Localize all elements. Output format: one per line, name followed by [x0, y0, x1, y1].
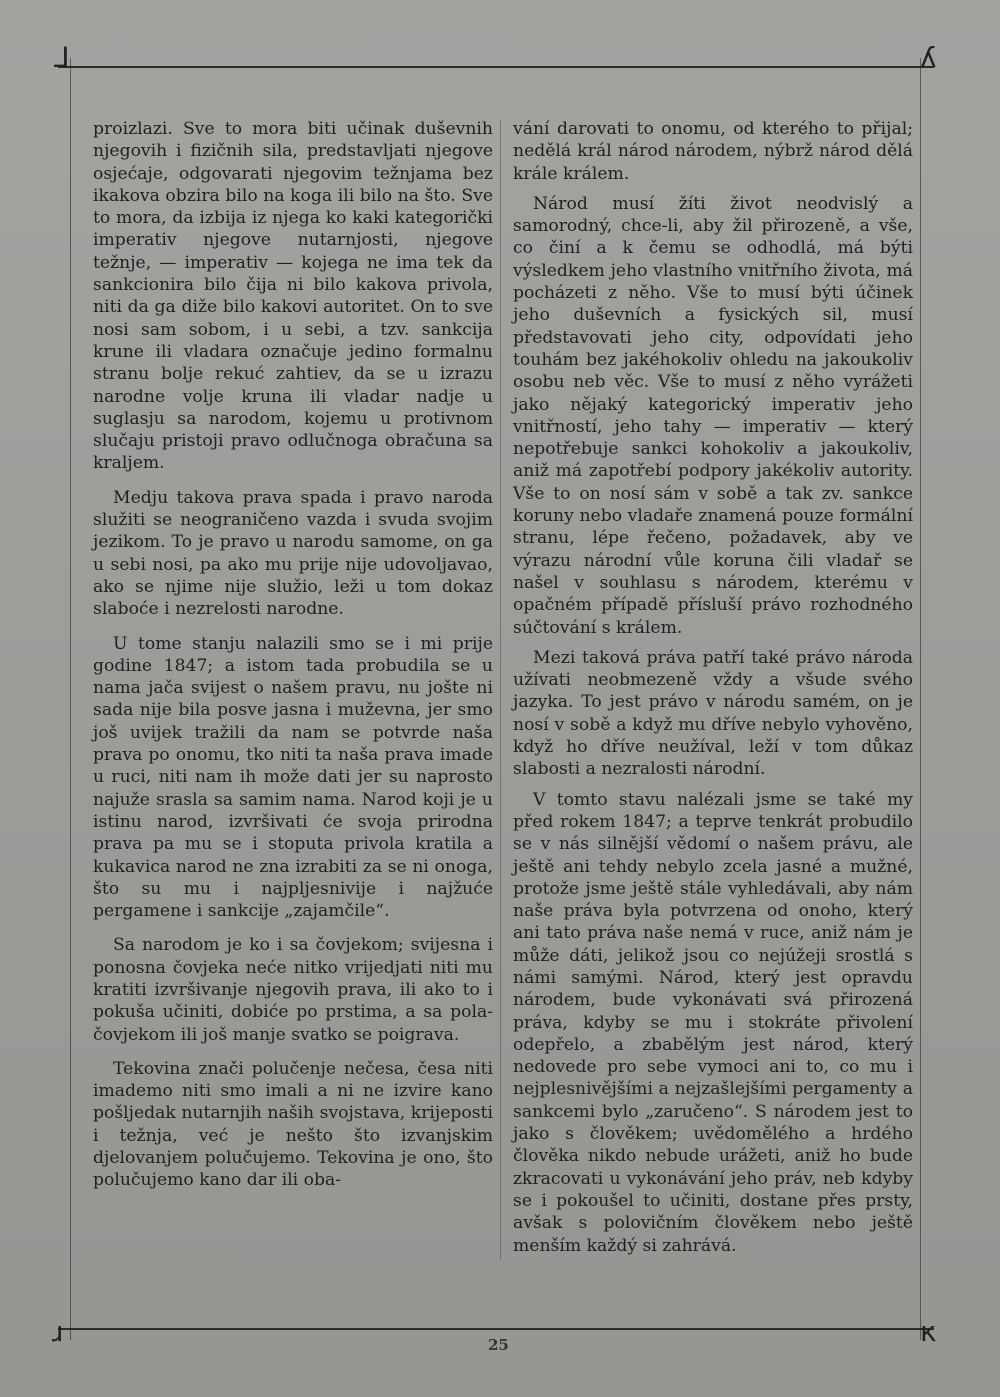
corner-ornament-bottom-right: κ — [920, 1315, 937, 1348]
corner-ornament-top-right: ʎ — [920, 41, 937, 74]
right-paragraph: vání darovati to onomu, od kterého to přijal; nedělá král národ národem, nýbrž národ dělá krále králem. — [513, 119, 913, 184]
frame-right-rule — [920, 58, 921, 1340]
corner-ornament-top-left: ⅃ — [54, 41, 70, 74]
right-column — [513, 118, 913, 1257]
left-column — [93, 118, 493, 1192]
left-paragraph: Sa narodom je ko i sa čovjekom; svijesna i ponosna čovjeka neće nitko vrijedjati niti mu kratiti izvršivanje njegovih prava, ili ako to i pokuša učiniti, dobiće po prstima, a sa pola-čovjekom ili još manje svatko se poigrava. — [93, 935, 493, 1045]
left-paragraph: proizlazi. Sve to mora biti učinak duševnih njegovih i fizičnih sila, predstavljati njegove osjećaje, odgovarati njegovim težnjama bez ikakova obzira bilo na koga ili bilo na što. Sve to mora, da izbija iz njega ko kaki kategorički imperativ njegove nutarnjosti, njegove težnje, — imperativ — kojega ne ima tek da sankcionira bilo čija ni bilo kakova privola, niti da ga diže bilo kakovi autoritet. On to sve nosi sam sobom, i u sebi, a tzv. sankcija krune ili vladara označuje jedino formalnu stranu bolje rekuć zahtiev, da se u izrazu narodne volje kruna ili vladar nadje u suglasju sa narodom, kojemu u protivnom slučaju pristoji pravo odlučnoga obračuna sa kraljem. — [93, 119, 493, 474]
corner-ornament-bottom-left: ɹ — [52, 1315, 64, 1348]
left-paragraph: U tome stanju nalazili smo se i mi prije godine 1847; a istom tada probudila se u nama jača svijest o našem pravu, nu jošte ni sada nije bila posve jasna i muževna, jer smo još uvijek tražili da nam se potvrde naša prava po onomu, tko niti ta naša prava imade u ruci, niti nam ih može dati jer su naprosto najuže srasla sa samim nama. Narod koji je u istinu narod, izvršivati će svoja prirodna prava pa mu se i stoputa privola kratila a kukavica narod ne zna izrabiti za se ni onoga, što su mu i najpljesnivije i najžuće pergamene i sankcije „zajamčile“. — [93, 633, 493, 922]
left-paragraph: Tekovina znači polučenje nečesa, česa niti imademo niti smo imali a ni ne izvire kano pošljedak nutarnjih naših svojstava, krijeposti i težnja, već je nešto što izvanjskim djelovanjem polučujemo. Tekovina je ono, što polučujemo kano dar ili oba- — [93, 1058, 493, 1191]
frame-top-rule — [58, 66, 934, 68]
right-paragraph: Mezi taková práva patří také právo národa užívati neobmezeně vždy a všude svého jazyka. To jest právo v národu samém, on je nosí v sobě a když mu dříve nebylo vyhověno, když ho dříve neužíval, leží v tom důkaz slabosti a nezralosti národní. — [513, 647, 913, 780]
frame-left-rule — [70, 58, 71, 1340]
right-paragraph: V tomto stavu nalézali jsme se také my před rokem 1847; a teprve tenkrát probudilo se v nás silnější vědomí o našem právu, ale ještě ani tehdy nebylo zcela jasné a mužné, protože jsme ještě stále vyhledávali, aby nám naše práva byla potvrzena od onoho, který ani tato práva naše nemá v ruce, aniž nám je může dáti, jelikož jsou co nejúžeji srostlá s námi samými. Národ, který jest opravdu národem, bude vykonávati svá přirozená práva, kdyby se mu i stokráte přivolení odepřelo, a zbabělým jest národ, který nedovede pro sebe vymoci ani to, co mu i nejplesnivějšími a nejzašlejšími pergamenty a sankcemi bylo „zaručeno“. S národem jest to jako s člověkem; uvědomělého a hrdého člověka nikdo nebude urážeti, aniž ho bude zkracovati u vykonávání jeho práv, neb kdyby se i pokoušel to učiniti, dostane přes prsty, avšak s polovičním člověkem nebo ještě menším každý si zahrává. — [513, 789, 913, 1256]
frame-bottom-rule — [58, 1328, 934, 1330]
left-paragraph: Medju takova prava spada i pravo naroda služiti se neograničeno vazda i svuda svojim jezikom. To je pravo u narodu samome, on ga u sebi nosi, pa ako mu prije nije udovoljavao, ako se njime nije služio, leži u tom dokaz slaboće i nezrelosti narodne. — [93, 487, 493, 620]
page-number: 25 — [488, 1336, 509, 1354]
right-paragraph: Národ musí žíti život neodvislý a samorodný, chce-li, aby žil přirozeně, a vše, co činí a k čemu se odhodlá, má býti výsledkem jeho vlastního vnitřního života, má pocházeti z něho. Vše to musí býti účinek jeho duševních a fysických sil, musí představovati jeho city, odpovídati jeho touhám bez jakéhokoliv ohledu na jakoukoliv osobu neb věc. Vše to musí z něho vyrážeti jako nějaký kategorický imperativ jeho vnitřností, jeho tahy — imperativ — který nepotřebuje sankci kohokoliv a jakoukoliv, aniž má zapotřebí podpory jakékoliv autority. Vše to on nosí sám v sobě a tak zv. sankce koruny nebo vladaře znamená pouze formální stranu, lépe řečeno, požadavek, aby ve výrazu národní vůle koruna čili vladař se našel v souhlasu s národem, kterému v opačném případě přísluší právo rozhodného súčtování s králem. — [513, 193, 913, 638]
column-divider — [500, 120, 501, 1260]
